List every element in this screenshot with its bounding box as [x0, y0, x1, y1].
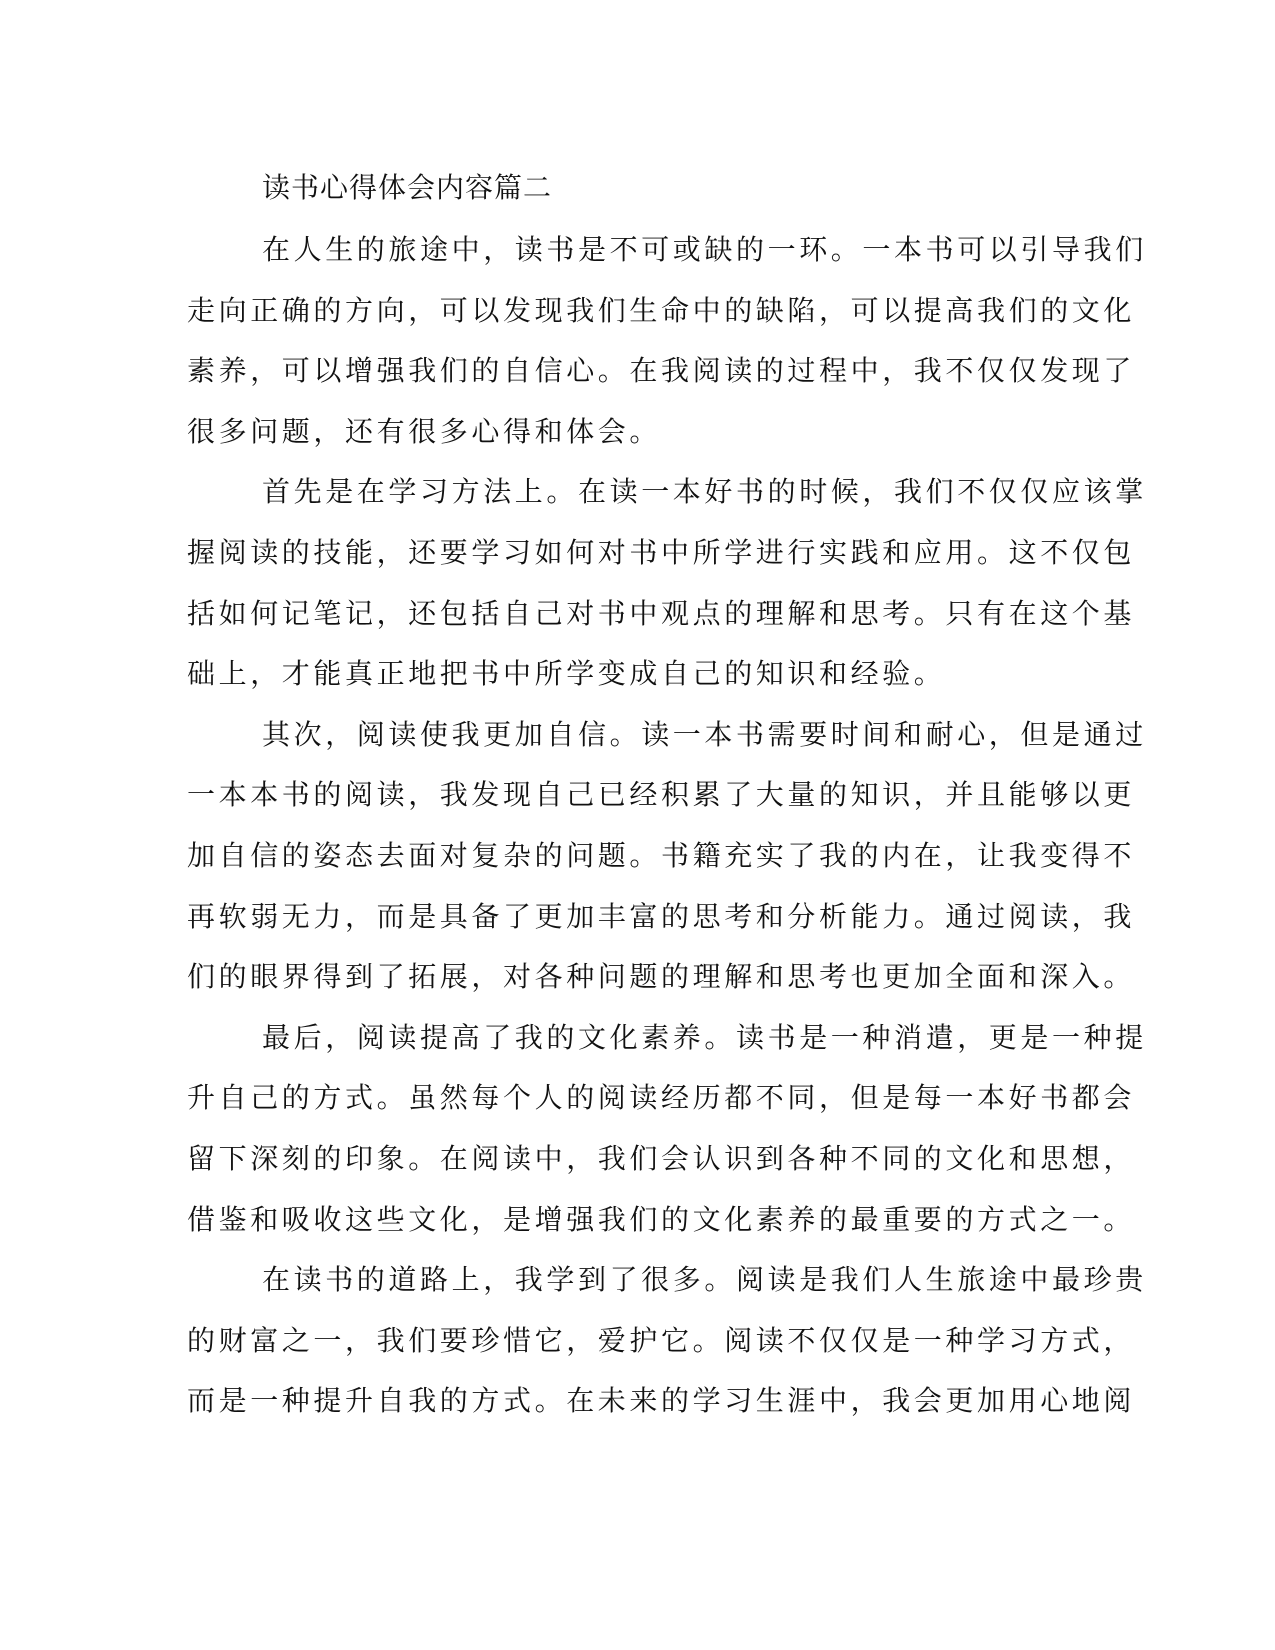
paragraph-5 [187, 1250, 1147, 1432]
document-body [187, 158, 1147, 1432]
text-line: 础上，才能真正地把书中所学变成自己的知识和经验。 [187, 657, 946, 691]
text-line: 走向正确的方向，可以发现我们生命中的缺陷，可以提高我们的文化 [187, 293, 1136, 327]
text-line: 在读书的道路上，我学到了很多。阅读是我们人生旅途中最珍贵 [262, 1263, 1147, 1297]
paragraph-3 [187, 705, 1147, 1008]
text-line: 其次，阅读使我更加自信。读一本书需要时间和耐心，但是通过 [262, 717, 1147, 751]
text-line: 首先是在学习方法上。在读一本好书的时候，我们不仅仅应该掌 [262, 475, 1147, 509]
text-line: 加自信的姿态去面对复杂的问题。书籍充实了我的内在，让我变得不 [187, 838, 1136, 872]
text-line: 升自己的方式。虽然每个人的阅读经历都不同，但是每一本好书都会 [187, 1081, 1136, 1115]
text-line: 握阅读的技能，还要学习如何对书中所学进行实践和应用。这不仅包 [187, 535, 1136, 569]
text-line: 一本本书的阅读，我发现自己已经积累了大量的知识，并且能够以更 [187, 778, 1136, 812]
text-line: 括如何记笔记，还包括自己对书中观点的理解和思考。只有在这个基 [187, 596, 1136, 630]
text-line: 而是一种提升自我的方式。在未来的学习生涯中，我会更加用心地阅 [187, 1384, 1136, 1418]
text-line: 素养，可以增强我们的自信心。在我阅读的过程中，我不仅仅发现了 [187, 354, 1136, 388]
text-line: 留下深刻的印象。在阅读中，我们会认识到各种不同的文化和思想， [187, 1141, 1136, 1175]
document-title: 读书心得体会内容篇二 [262, 171, 553, 204]
paragraph-1 [187, 220, 1147, 462]
text-line: 们的眼界得到了拓展，对各种问题的理解和思考也更加全面和深入。 [187, 960, 1136, 994]
text-line: 借鉴和吸收这些文化，是增强我们的文化素养的最重要的方式之一。 [187, 1202, 1136, 1236]
text-line: 的财富之一，我们要珍惜它，爱护它。阅读不仅仅是一种学习方式， [187, 1323, 1136, 1357]
text-line: 再软弱无力，而是具备了更加丰富的思考和分析能力。通过阅读，我 [187, 899, 1136, 933]
text-line: 最后，阅读提高了我的文化素养。读书是一种消遣，更是一种提 [262, 1020, 1147, 1054]
paragraph-2 [187, 462, 1147, 704]
text-line: 很多问题，还有很多心得和体会。 [187, 414, 662, 448]
text-line: 在人生的旅途中，读书是不可或缺的一环。一本书可以引导我们 [262, 233, 1147, 266]
paragraph-4 [187, 1008, 1147, 1250]
